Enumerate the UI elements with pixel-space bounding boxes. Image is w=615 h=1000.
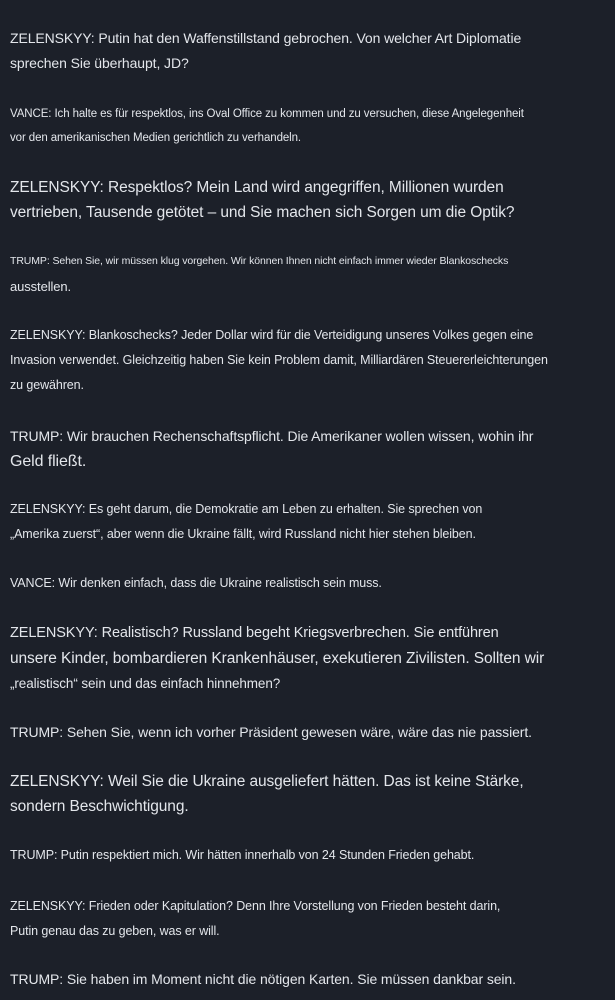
- message-line: vertrieben, Tausende getötet – und Sie machen sich Sorgen um die Optik?: [10, 204, 515, 221]
- message-line: ZELENSKYY: Respektlos? Mein Land wird angegriffen, Millionen wurden: [10, 179, 504, 196]
- message-zelenskyy: [10, 894, 600, 944]
- message-line: ZELENSKYY: Frieden oder Kapitulation? Denn Ihre Vorstellung von Frieden besteht darin,: [10, 899, 501, 913]
- message-trump: [10, 424, 600, 474]
- message-line: Geld fließt.: [10, 453, 87, 470]
- message-vance: [10, 102, 600, 150]
- message-trump: [10, 720, 600, 745]
- message-line: Invasion verwendet. Gleichzeitig haben Sie kein Problem damit, Milliardären Steuererleichterungen: [10, 353, 548, 367]
- message-trump: [10, 249, 600, 299]
- message-zelenskyy: [10, 175, 600, 225]
- message-zelenskyy: [10, 621, 600, 696]
- message-trump: [10, 843, 600, 868]
- message-line: TRUMP: Sie haben im Moment nicht die nötigen Karten. Sie müssen dankbar sein.: [10, 971, 516, 987]
- message-line: TRUMP: Sehen Sie, wir müssen klug vorgehen. Wir können Ihnen nicht einfach immer wieder Blankoschecks: [10, 255, 509, 267]
- message-line: ausstellen.: [10, 279, 72, 294]
- message-line: ZELENSKYY: Weil Sie die Ukraine ausgeliefert hätten. Das ist keine Stärke,: [10, 773, 524, 790]
- message-line: VANCE: Ich halte es für respektlos, ins Oval Office zu kommen und zu versuchen, diese Angelegenheit: [10, 108, 524, 120]
- message-zelenskyy: [10, 323, 600, 398]
- message-vance: [10, 571, 600, 596]
- message-line: Putin genau das zu geben, was er will.: [10, 924, 220, 938]
- message-line: TRUMP: Putin respektiert mich. Wir hätten innerhalb von 24 Stunden Frieden gehabt.: [10, 848, 475, 862]
- message-line: sondern Beschwichtigung.: [10, 798, 189, 815]
- message-line: zu gewähren.: [10, 378, 84, 392]
- message-line: unsere Kinder, bombardieren Krankenhäuser, exekutieren Zivilisten. Sollten wir: [10, 650, 545, 667]
- message-line: ZELENSKYY: Blankoschecks? Jeder Dollar wird für die Verteidigung unseres Volkes gegen eine: [10, 328, 534, 342]
- message-line: sprechen Sie überhaupt, JD?: [10, 55, 189, 71]
- message-line: TRUMP: Sehen Sie, wenn ich vorher Präsident gewesen wäre, wäre das nie passiert.: [10, 724, 532, 740]
- message-line: ZELENSKYY: Putin hat den Waffenstillstand gebrochen. Von welcher Art Diplomatie: [10, 30, 522, 46]
- message-line: „realistisch“ sein und das einfach hinnehmen?: [10, 676, 281, 691]
- message-trump: [10, 967, 600, 992]
- message-zelenskyy: [10, 26, 600, 76]
- message-line: ZELENSKYY: Es geht darum, die Demokratie am Leben zu erhalten. Sie sprechen von: [10, 502, 483, 516]
- message-line: ZELENSKYY: Realistisch? Russland begeht Kriegsverbrechen. Sie entführen: [10, 625, 499, 641]
- message-zelenskyy: [10, 497, 600, 547]
- message-line: VANCE: Wir denken einfach, dass die Ukraine realistisch sein muss.: [10, 576, 382, 590]
- message-line: „Amerika zuerst“, aber wenn die Ukraine fällt, wird Russland nicht hier stehen bleiben.: [10, 527, 476, 541]
- message-line: vor den amerikanischen Medien gerichtlich zu verhandeln.: [10, 132, 302, 144]
- message-line: TRUMP: Wir brauchen Rechenschaftspflicht. Die Amerikaner wollen wissen, wohin ihr: [10, 428, 534, 444]
- message-zelenskyy: [10, 769, 600, 819]
